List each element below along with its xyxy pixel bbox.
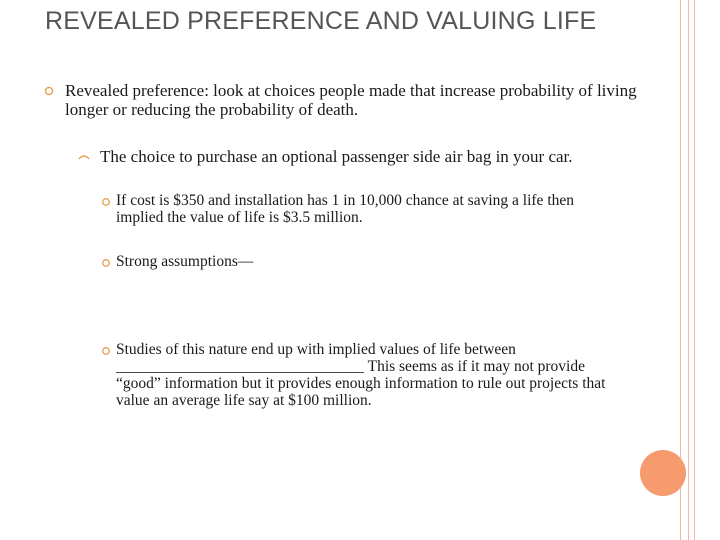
decorative-line	[694, 0, 695, 540]
bullet-strong-assumptions: Strong assumptions—	[116, 253, 254, 270]
bullet-circle-icon	[101, 346, 111, 356]
decorative-line	[688, 0, 689, 540]
bullet-arc-icon	[78, 152, 88, 162]
bullet-air-bag-choice: The choice to purchase an optional passenger side air bag in your car.	[100, 147, 573, 166]
bullet-circle-icon	[44, 86, 54, 96]
slide-title: REVEALED PREFERENCE AND VALUING LIFE	[45, 7, 597, 35]
bullet-studies-values: Studies of this nature end up with implied values of life between ________________________________ This seems as if it may not provide “good” information but it provides enough information to rule out projects that value an average life say at $100 million.	[116, 341, 606, 409]
bullet-circle-icon	[101, 197, 111, 207]
bullet-revealed-preference: Revealed preference: look at choices people made that increase probability of living longer or reducing the probability of death.	[65, 81, 637, 119]
decorative-circle	[640, 450, 686, 496]
bullet-cost-example: If cost is $350 and installation has 1 in 10,000 chance at saving a life then implied the value of life is $3.5 million.	[116, 192, 574, 226]
bullet-circle-icon	[101, 258, 111, 268]
